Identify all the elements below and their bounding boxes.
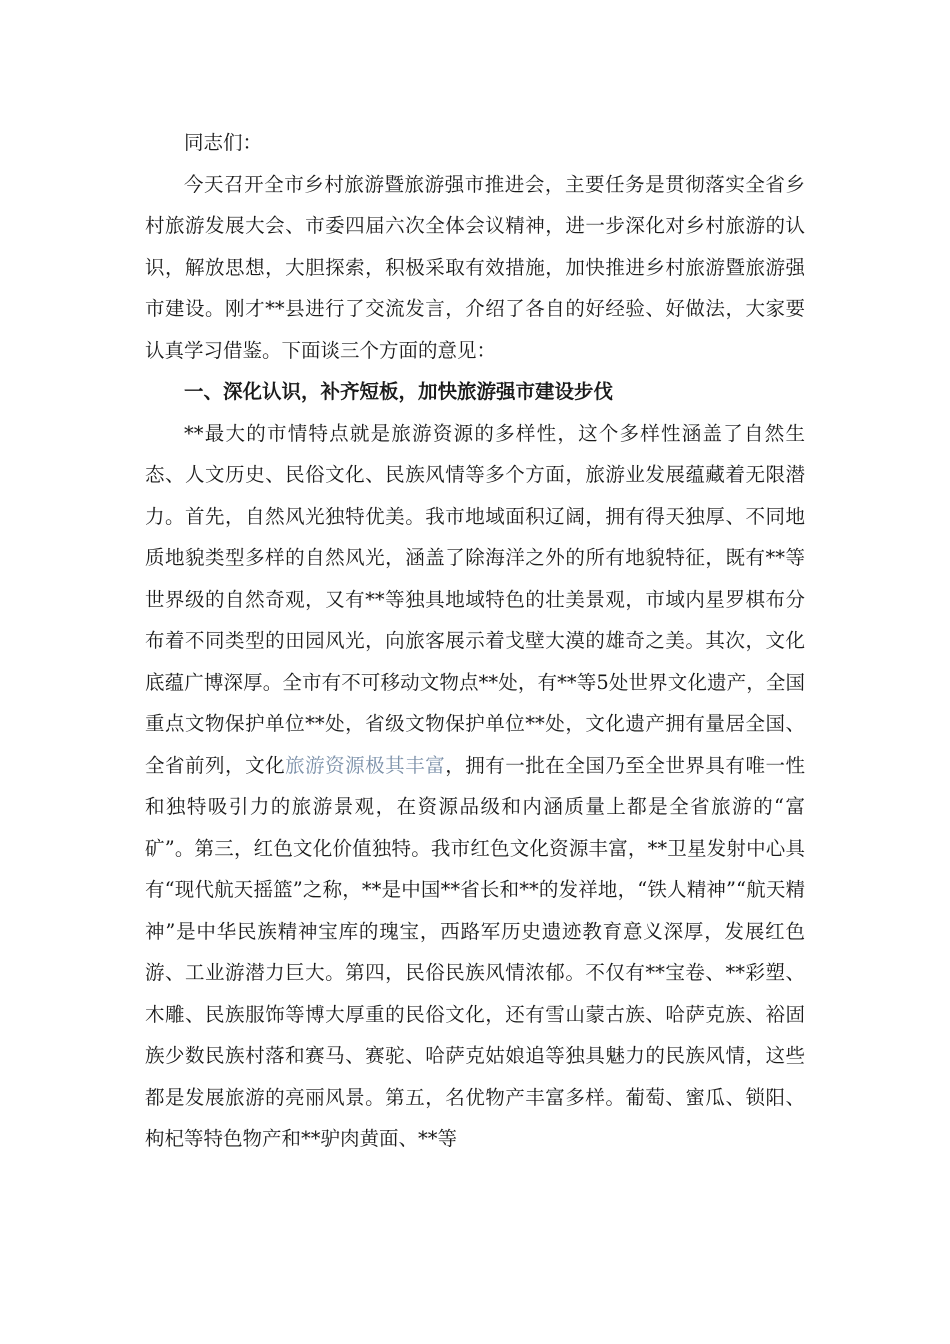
body-paragraph [145, 413, 805, 1160]
intro-paragraph: 今天召开全市乡村旅游暨旅游强市推进会，主要任务是贯彻落实全省乡村旅游发展大会、市委四届六次全体会议精神，进一步深化对乡村旅游的认识，解放思想，大胆探索，积极采取有效措施，加快推进乡村旅游暨旅游强市建设。刚才**县进行了交流发言，介绍了各自的好经验、好做法，大家要认真学习借鉴。下面谈三个方面的意见： [145, 172, 805, 362]
salutation: 同志们： [184, 131, 263, 154]
body-text-part2: ，拥有一批在全国乃至全世界具有唯一性和独特吸引力的旅游景观，在资源品级和内涵质量上都是全省旅游的“富矿”。第三，红色文化价值独特。我市红色文化资源丰富，**卫星发射中心具有“现代航天摇篮”之称，**是中国**省长和**的发祥地，“铁人精神”“航天精神”是中华民族精神宝库的瑰宝，西路军历史遗迹教育意义深厚，发展红色游、工业游潜力巨大。第四，民俗民族风情浓郁。不仅有**宝卷、**彩塑、木雕、民族服饰等博大厚重的民俗文化，还有雪山蒙古族、哈萨克族、裕固族少数民族村落和赛马、赛驼、哈萨克姑娘追等独具魅力的民族风情，这些都是发展旅游的亮丽风景。第五，名优物产丰富多样。葡萄、蜜瓜、锁阳、枸杞等特色物产和**驴肉黄面、**等 [145, 753, 805, 1150]
body-text-part1: **最大的市情特点就是旅游资源的多样性，这个多样性涵盖了自然生态、人文历史、民俗文化、民族风情等多个方面，旅游业发展蕴藏着无限潜力。首先，自然风光独特优美。我市地域面积辽阔，拥有得天独厚、不同地质地貌类型多样的自然风光，涵盖了除海洋之外的所有地貌特征，既有**等世界级的自然奇观，又有**等独具地域特色的壮美景观，市域内星罗棋布分布着不同类型的田园风光，向旅客展示着戈壁大漠的雄奇之美。其次，文化底蕴广博深厚。全市有不可移动文物点**处，有**等5处世界文化遗产，全国重点文物保护单位**处，省级文物保护单位**处，文化遗产拥有量居全国、全省前列，文化 [145, 421, 805, 777]
section-heading: 一、深化认识，补齐短板，加快旅游强市建设步伐 [184, 380, 614, 403]
body-text-faint: 旅游资源极其丰富 [285, 753, 446, 777]
document-body [145, 122, 805, 1160]
